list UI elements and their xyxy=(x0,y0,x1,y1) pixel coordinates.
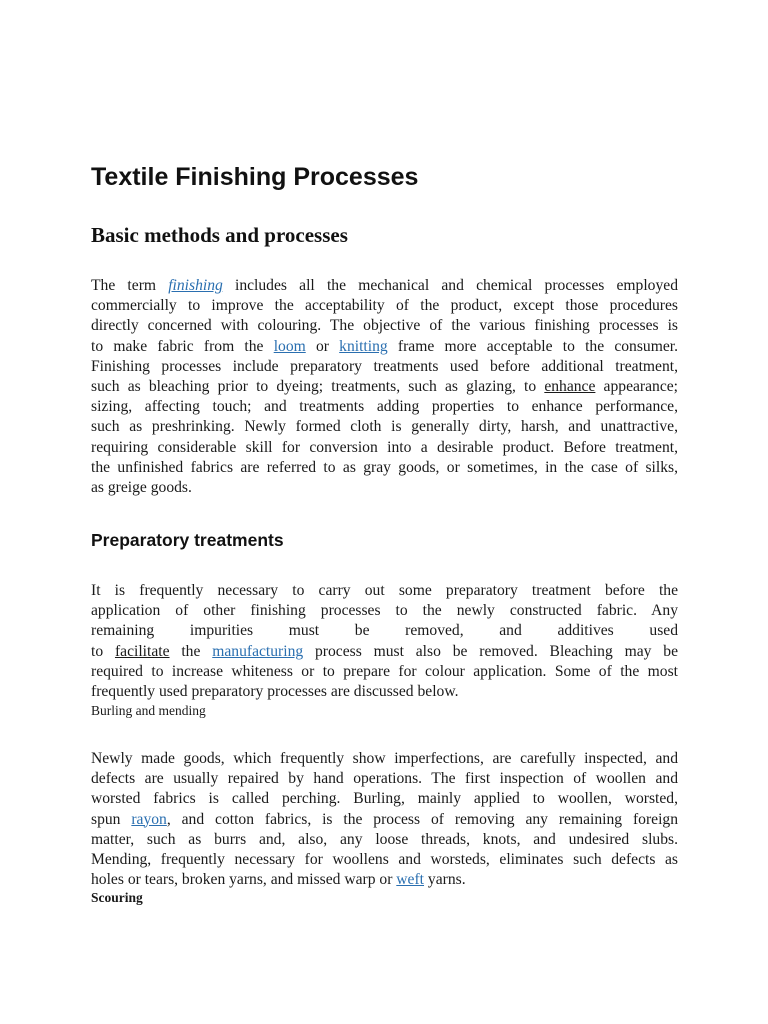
text-line xyxy=(91,601,678,621)
text-run: the xyxy=(169,642,213,660)
text-line xyxy=(91,581,678,601)
text-line xyxy=(91,397,678,417)
text-run: process must also be removed. Bleaching may be xyxy=(303,642,678,660)
text-run: yarns. xyxy=(424,871,466,889)
text-run: required to increase whiteness or to prepare for colour application. Some of the most xyxy=(91,662,678,680)
text-line xyxy=(91,478,678,498)
text-run: It is frequently necessary to carry out some preparatory treatment before the xyxy=(91,582,678,599)
text-run: to make fabric from the xyxy=(91,337,274,355)
text-line xyxy=(91,789,678,809)
subheading-burling-and-mending: Burling and mending xyxy=(91,703,206,718)
paragraph-finishing-intro xyxy=(91,276,678,498)
text-run: or xyxy=(305,337,340,355)
text-line xyxy=(91,357,678,377)
text-line xyxy=(91,850,678,870)
text-run: frequently used preparatory processes are discussed below. xyxy=(91,682,459,700)
text-line xyxy=(91,296,678,316)
paragraph-burling xyxy=(91,749,678,890)
text-run: worsted fabrics is called perching. Burling, mainly applied to woollen, worsted, xyxy=(91,790,678,808)
text-run: directly concerned with colouring. The objective of the various finishing processes is xyxy=(91,317,678,335)
text-run: application of other finishing processes to the newly constructed fabric. Any xyxy=(91,602,678,620)
link-finishing[interactable]: finishing xyxy=(168,277,223,294)
link-weft[interactable]: weft xyxy=(396,871,425,889)
text-run: the unfinished fabrics are referred to as gray goods, or sometimes, in the case of silks, xyxy=(91,458,678,476)
text-line xyxy=(91,642,678,662)
text-line xyxy=(91,438,678,458)
text-run: matter, such as burrs and, also, any loose threads, knots, and undesired slubs. xyxy=(91,830,678,848)
link-rayon[interactable]: rayon xyxy=(131,810,167,828)
link-manufacturing[interactable]: manufacturing xyxy=(212,642,304,660)
text-run: holes or tears, broken yarns, and missed warp or xyxy=(91,871,397,889)
page-title: Textile Finishing Processes xyxy=(91,163,419,191)
text-line xyxy=(91,662,678,682)
link-loom[interactable]: loom xyxy=(273,337,306,355)
text-line xyxy=(91,621,678,641)
text-run: such as preshrinking. Newly formed cloth is generally dirty, harsh, and unattractive, xyxy=(91,418,678,436)
text-line xyxy=(91,276,678,296)
text-run: Mending, frequently necessary for woollens and worsteds, eliminates such defects as xyxy=(91,850,678,868)
text-line xyxy=(91,830,678,850)
link-knitting[interactable]: knitting xyxy=(339,337,388,355)
text-run: Finishing processes include preparatory treatments used before additional treatment, xyxy=(91,357,678,375)
text-run: remaining impurities must be removed, and additives used xyxy=(91,622,678,640)
text-line xyxy=(91,769,678,789)
subheading-scouring: Scouring xyxy=(91,890,143,905)
text-run: sizing, affecting touch; and treatments adding properties to enhance performance, xyxy=(91,398,678,416)
text-run: as greige goods. xyxy=(91,478,192,496)
text-run: requiring considerable skill for conversion into a desirable product. Before treatment, xyxy=(91,438,678,456)
text-run: , and cotton fabrics, is the process of removing any remaining foreign xyxy=(166,810,678,828)
text-run: commercially to improve the acceptability of the product, except those procedures xyxy=(91,297,678,315)
text-run: spun xyxy=(91,810,132,828)
text-run: frame more acceptable to the consumer. xyxy=(387,337,678,355)
text-run: The term xyxy=(91,277,169,294)
text-run: Newly made goods, which frequently show imperfections, are carefully inspected, and xyxy=(91,750,678,767)
section-heading-preparatory-treatments: Preparatory treatments xyxy=(91,530,284,550)
section-heading-basic-methods: Basic methods and processes xyxy=(91,223,348,247)
underlined-word: enhance xyxy=(544,377,596,395)
text-run: includes all the mechanical and chemical processes employed xyxy=(222,277,678,294)
text-run: appearance; xyxy=(595,377,678,395)
text-line xyxy=(91,682,678,702)
underlined-word: facilitate xyxy=(114,642,170,660)
paragraph-preparatory xyxy=(91,581,678,702)
text-line xyxy=(91,337,678,357)
text-line xyxy=(91,377,678,397)
text-run: such as bleaching prior to dyeing; treatments, such as glazing, to xyxy=(91,377,545,395)
text-run: to xyxy=(91,642,115,660)
text-line xyxy=(91,870,678,890)
text-line xyxy=(91,458,678,478)
text-line xyxy=(91,316,678,336)
text-line xyxy=(91,417,678,437)
text-line xyxy=(91,810,678,830)
text-run: defects are usually repaired by hand operations. The first inspection of woollen and xyxy=(91,770,678,788)
text-line xyxy=(91,749,678,769)
